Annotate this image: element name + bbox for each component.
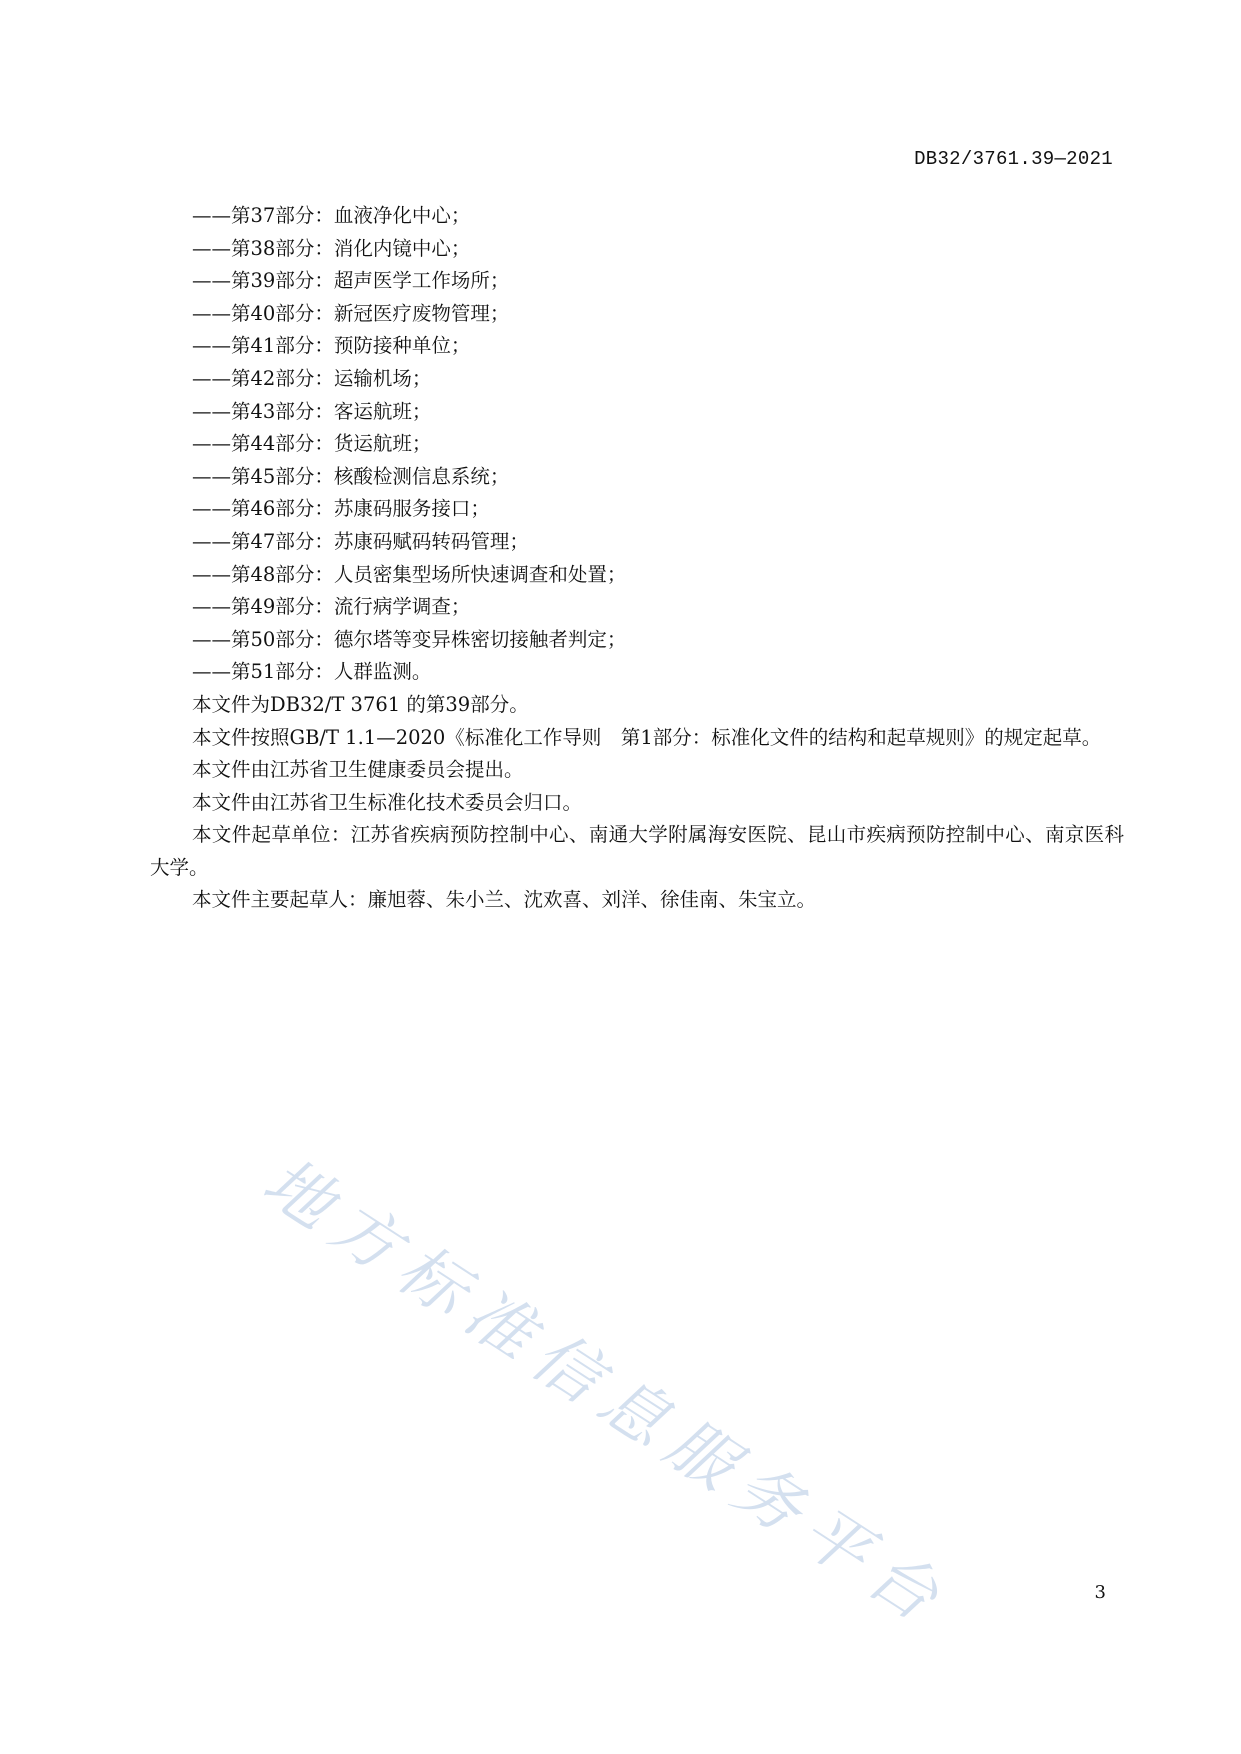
document-body bbox=[150, 200, 1124, 917]
page-number: 3 bbox=[1094, 1582, 1106, 1603]
list-item: ——第42部分：运输机场； bbox=[192, 366, 432, 390]
drafters-statement: 本文件主要起草人：廉旭蓉、朱小兰、沈欢喜、刘洋、徐佳南、朱宝立。 bbox=[192, 888, 817, 912]
list-item: ——第39部分：超声医学工作场所； bbox=[192, 269, 510, 293]
part-statement: 本文件为DB32/T 3761 的第39部分。 bbox=[192, 692, 529, 716]
document-code: DB32/3761.39—2021 bbox=[914, 148, 1113, 170]
list-item: ——第51部分：人群监测。 bbox=[192, 660, 432, 684]
list-item: ——第45部分：核酸检测信息系统； bbox=[192, 464, 510, 488]
list-item: ——第40部分：新冠医疗废物管理； bbox=[192, 301, 510, 325]
list-item: ——第50部分：德尔塔等变异株密切接触者判定； bbox=[192, 627, 627, 651]
list-item: ——第43部分：客运航班； bbox=[192, 399, 432, 423]
parts-list bbox=[150, 200, 1124, 689]
list-item: ——第37部分：血液净化中心； bbox=[192, 204, 471, 227]
list-item: ——第49部分：流行病学调查； bbox=[192, 595, 471, 619]
list-item: ——第41部分：预防接种单位； bbox=[192, 334, 471, 358]
list-item: ——第46部分：苏康码服务接口； bbox=[192, 497, 490, 521]
drafting-units-statement: 本文件起草单位：江苏省疾病预防控制中心、南通大学附属海安医院、昆山市疾病预防控制中心、南京医科大学。 bbox=[150, 823, 1124, 879]
list-item: ——第47部分：苏康码赋码转码管理； bbox=[192, 529, 529, 553]
list-item: ——第44部分：货运航班； bbox=[192, 432, 432, 456]
list-item: ——第48部分：人员密集型场所快速调查和处置； bbox=[192, 562, 627, 586]
proposer-statement: 本文件由江苏省卫生健康委员会提出。 bbox=[192, 758, 524, 782]
drafting-rules-statement: 本文件按照GB/T 1.1—2020《标准化工作导则 第1部分：标准化文件的结构和起草规则》的规定起草。 bbox=[192, 725, 1102, 749]
list-item: ——第38部分：消化内镜中心； bbox=[192, 236, 471, 260]
watermark: 地方标准信息服务平台 bbox=[249, 1142, 963, 1643]
centralized-management-statement: 本文件由江苏省卫生标准化技术委员会归口。 bbox=[192, 790, 583, 814]
